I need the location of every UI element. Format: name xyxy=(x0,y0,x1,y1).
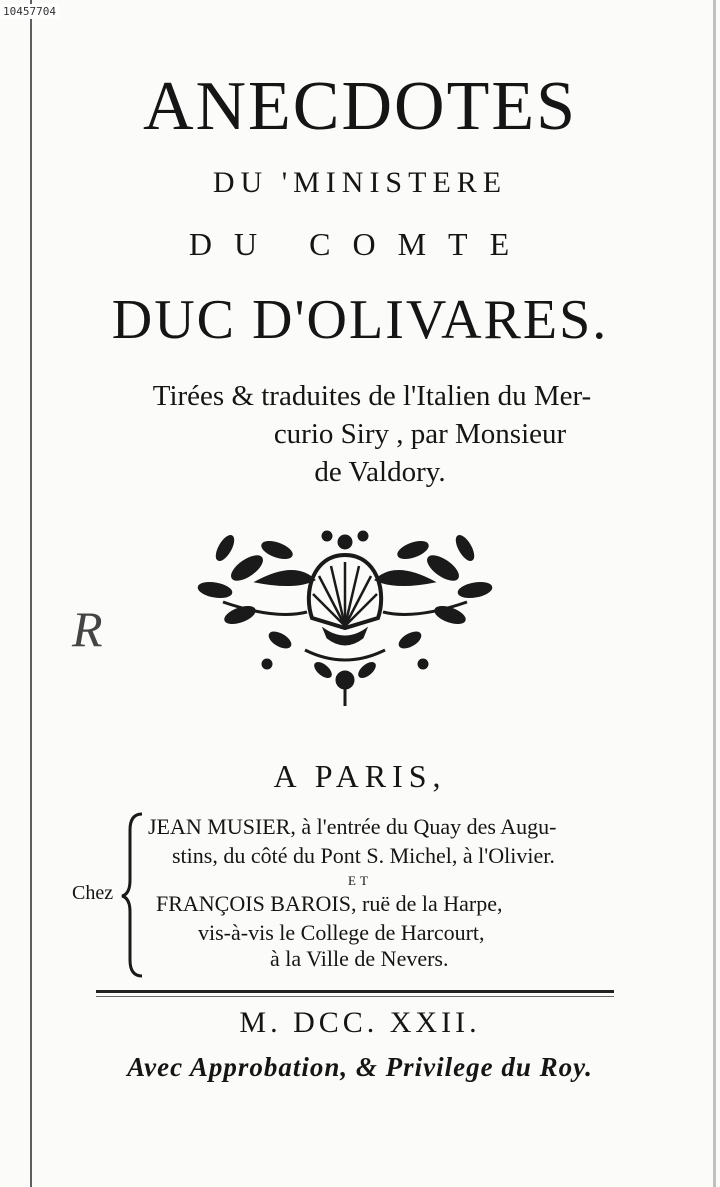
subtitle-line-2: curio Siry , par Monsieur xyxy=(273,418,567,450)
curly-brace-icon xyxy=(120,810,148,980)
imprint-conjunction: ET xyxy=(348,873,372,888)
publisher-1-line-2: stins, du côté du Pont S. Michel, à l'Olivier. xyxy=(172,843,555,868)
publisher-2-line-1: FRANÇOIS BAROIS, ruë de la Harpe, xyxy=(156,891,503,916)
subtitle-line-1: Tirées & traduites de l'Italien du Mer- xyxy=(152,380,592,412)
title-line-3: DU COMTE xyxy=(188,226,532,262)
privilege-line: Avec Approbation, & Privilege du Roy. xyxy=(127,1052,593,1082)
publisher-2-line-3: à la Ville de Nevers. xyxy=(270,946,449,971)
horizontal-rule-thin xyxy=(96,996,614,997)
shell-foliage-ornament-icon xyxy=(195,520,495,710)
catalog-id-label: 10457704 xyxy=(0,4,59,19)
subtitle-line-3: de Valdory. xyxy=(314,456,446,488)
publisher-2-line-2: vis-à-vis le College de Harcourt, xyxy=(198,920,485,945)
title-line-1: ANECDOTES xyxy=(142,68,578,145)
horizontal-rule xyxy=(96,990,614,993)
publisher-1-line-1: JEAN MUSIER, à l'entrée du Quay des Augu- xyxy=(148,814,557,839)
imprint-chez: Chez xyxy=(72,882,114,904)
title-line-4: DUC D'OLIVARES. xyxy=(111,289,609,351)
handwritten-margin-note: R xyxy=(72,601,103,657)
imprint-place: A PARIS, xyxy=(273,758,447,794)
publication-date: M. DCC. XXII. xyxy=(239,1006,481,1039)
title-line-2: DU 'MINISTERE xyxy=(212,166,508,199)
